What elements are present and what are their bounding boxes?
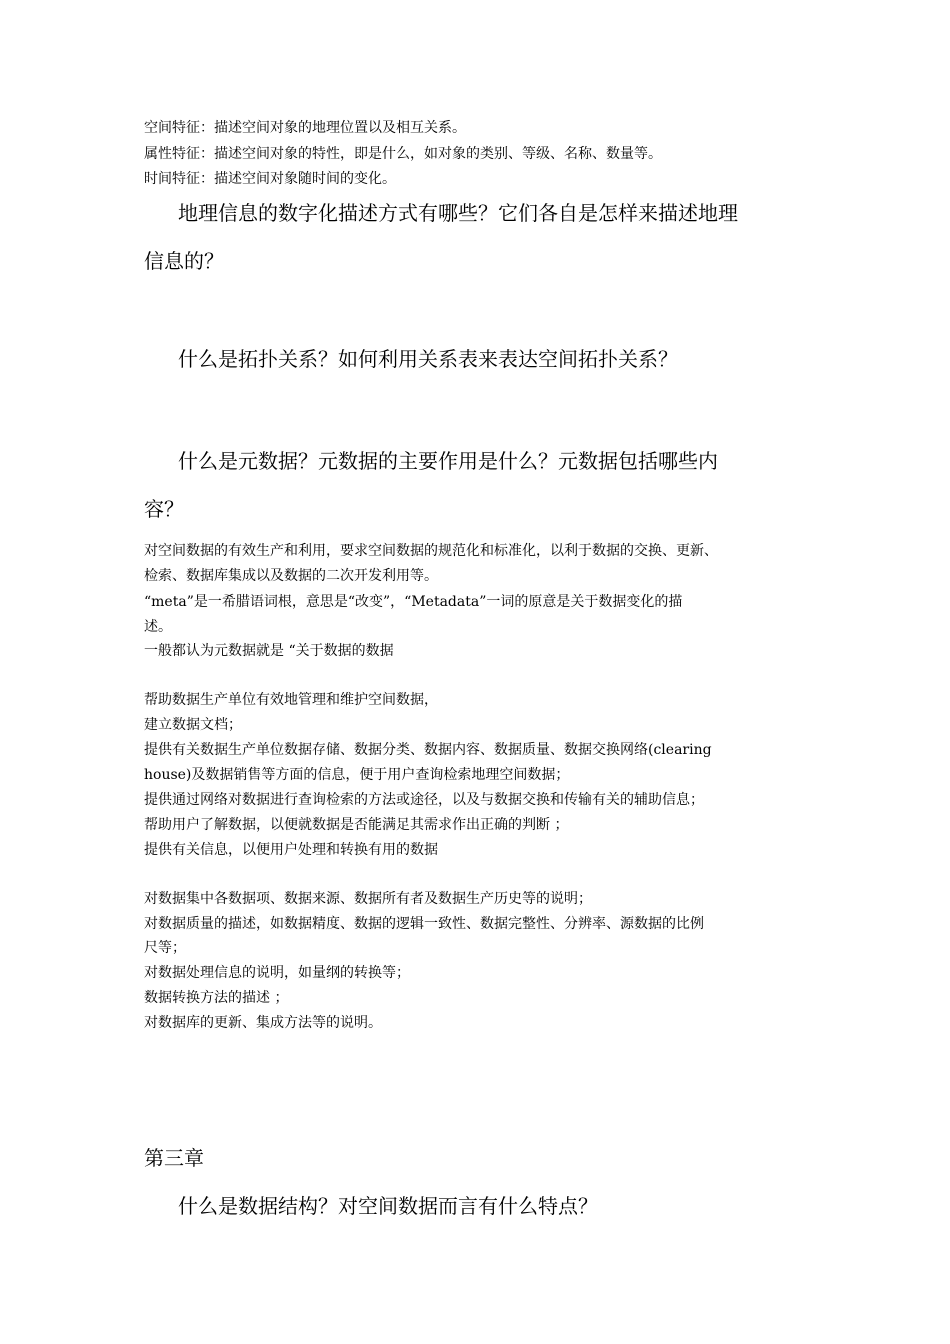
question-digital-description-line-1: 地理信息的数字化描述方式有哪些？它们各自是怎样来描述地理 [178,201,738,225]
question-topology: 什么是拓扑关系？如何利用关系表来表达空间拓扑关系？ [178,347,678,371]
feature-line-temporal: 时间特征：描述空间对象随时间的变化。 [144,171,396,187]
answer1-line-5: 一般都认为元数据就是 “关于数据的数据 [144,643,394,659]
answer3-line-3: 尺等； [144,940,186,956]
question-data-structure: 什么是数据结构？对空间数据而言有什么特点？ [178,1194,598,1218]
answer3-line-2: 对数据质量的描述，如数据精度、数据的逻辑一致性、数据完整性、分辨率、源数据的比例 [144,916,704,932]
answer2-line-6: 帮助用户了解数据，以便就数据是否能满足其需求作出正确的判断 ； [144,817,569,833]
answer1-line-1: 对空间数据的有效生产和利用，要求空间数据的规范化和标准化，以利于数据的交换、更新、 [144,543,718,559]
answer3-line-5: 数据转换方法的描述 ； [144,990,289,1006]
chapter-heading: 第三章 [144,1146,204,1170]
answer2-line-1: 帮助数据生产单位有效地管理和维护空间数据， [144,692,438,708]
answer1-line-3: “meta”是一希腊语词根，意思是“改变”，“Metadata”一词的原意是关于数据变化的描 [144,594,683,610]
question-metadata-line-1: 什么是元数据？元数据的主要作用是什么？元数据包括哪些内 [178,449,718,473]
answer2-line-2: 建立数据文档； [144,717,242,733]
feature-line-spatial: 空间特征：描述空间对象的地理位置以及相互关系。 [144,120,466,136]
answer2-line-3: 提供有关数据生产单位数据存储、数据分类、数据内容、数据质量、数据交换网络(clearing [144,742,712,758]
answer2-line-5: 提供通过网络对数据进行查询检索的方法或途径，以及与数据交换和传输有关的辅助信息； [144,792,704,808]
answer1-line-2: 检索、数据库集成以及数据的二次开发利用等。 [144,568,438,584]
answer1-line-4: 述。 [144,619,172,635]
answer3-line-4: 对数据处理信息的说明，如量纲的转换等； [144,965,410,981]
feature-line-attribute: 属性特征：描述空间对象的特性，即是什么，如对象的类别、等级、名称、数量等。 [144,146,662,162]
answer3-line-1: 对数据集中各数据项、数据来源、数据所有者及数据生产历史等的说明； [144,891,592,907]
question-digital-description-line-2: 信息的？ [144,249,224,273]
answer2-line-7: 提供有关信息，以便用户处理和转换有用的数据 [144,842,438,858]
answer3-line-6: 对数据库的更新、集成方法等的说明。 [144,1015,382,1031]
answer2-line-4: house)及数据销售等方面的信息，便于用户查询检索地理空间数据； [144,767,570,783]
question-metadata-line-2: 容？ [144,497,184,521]
